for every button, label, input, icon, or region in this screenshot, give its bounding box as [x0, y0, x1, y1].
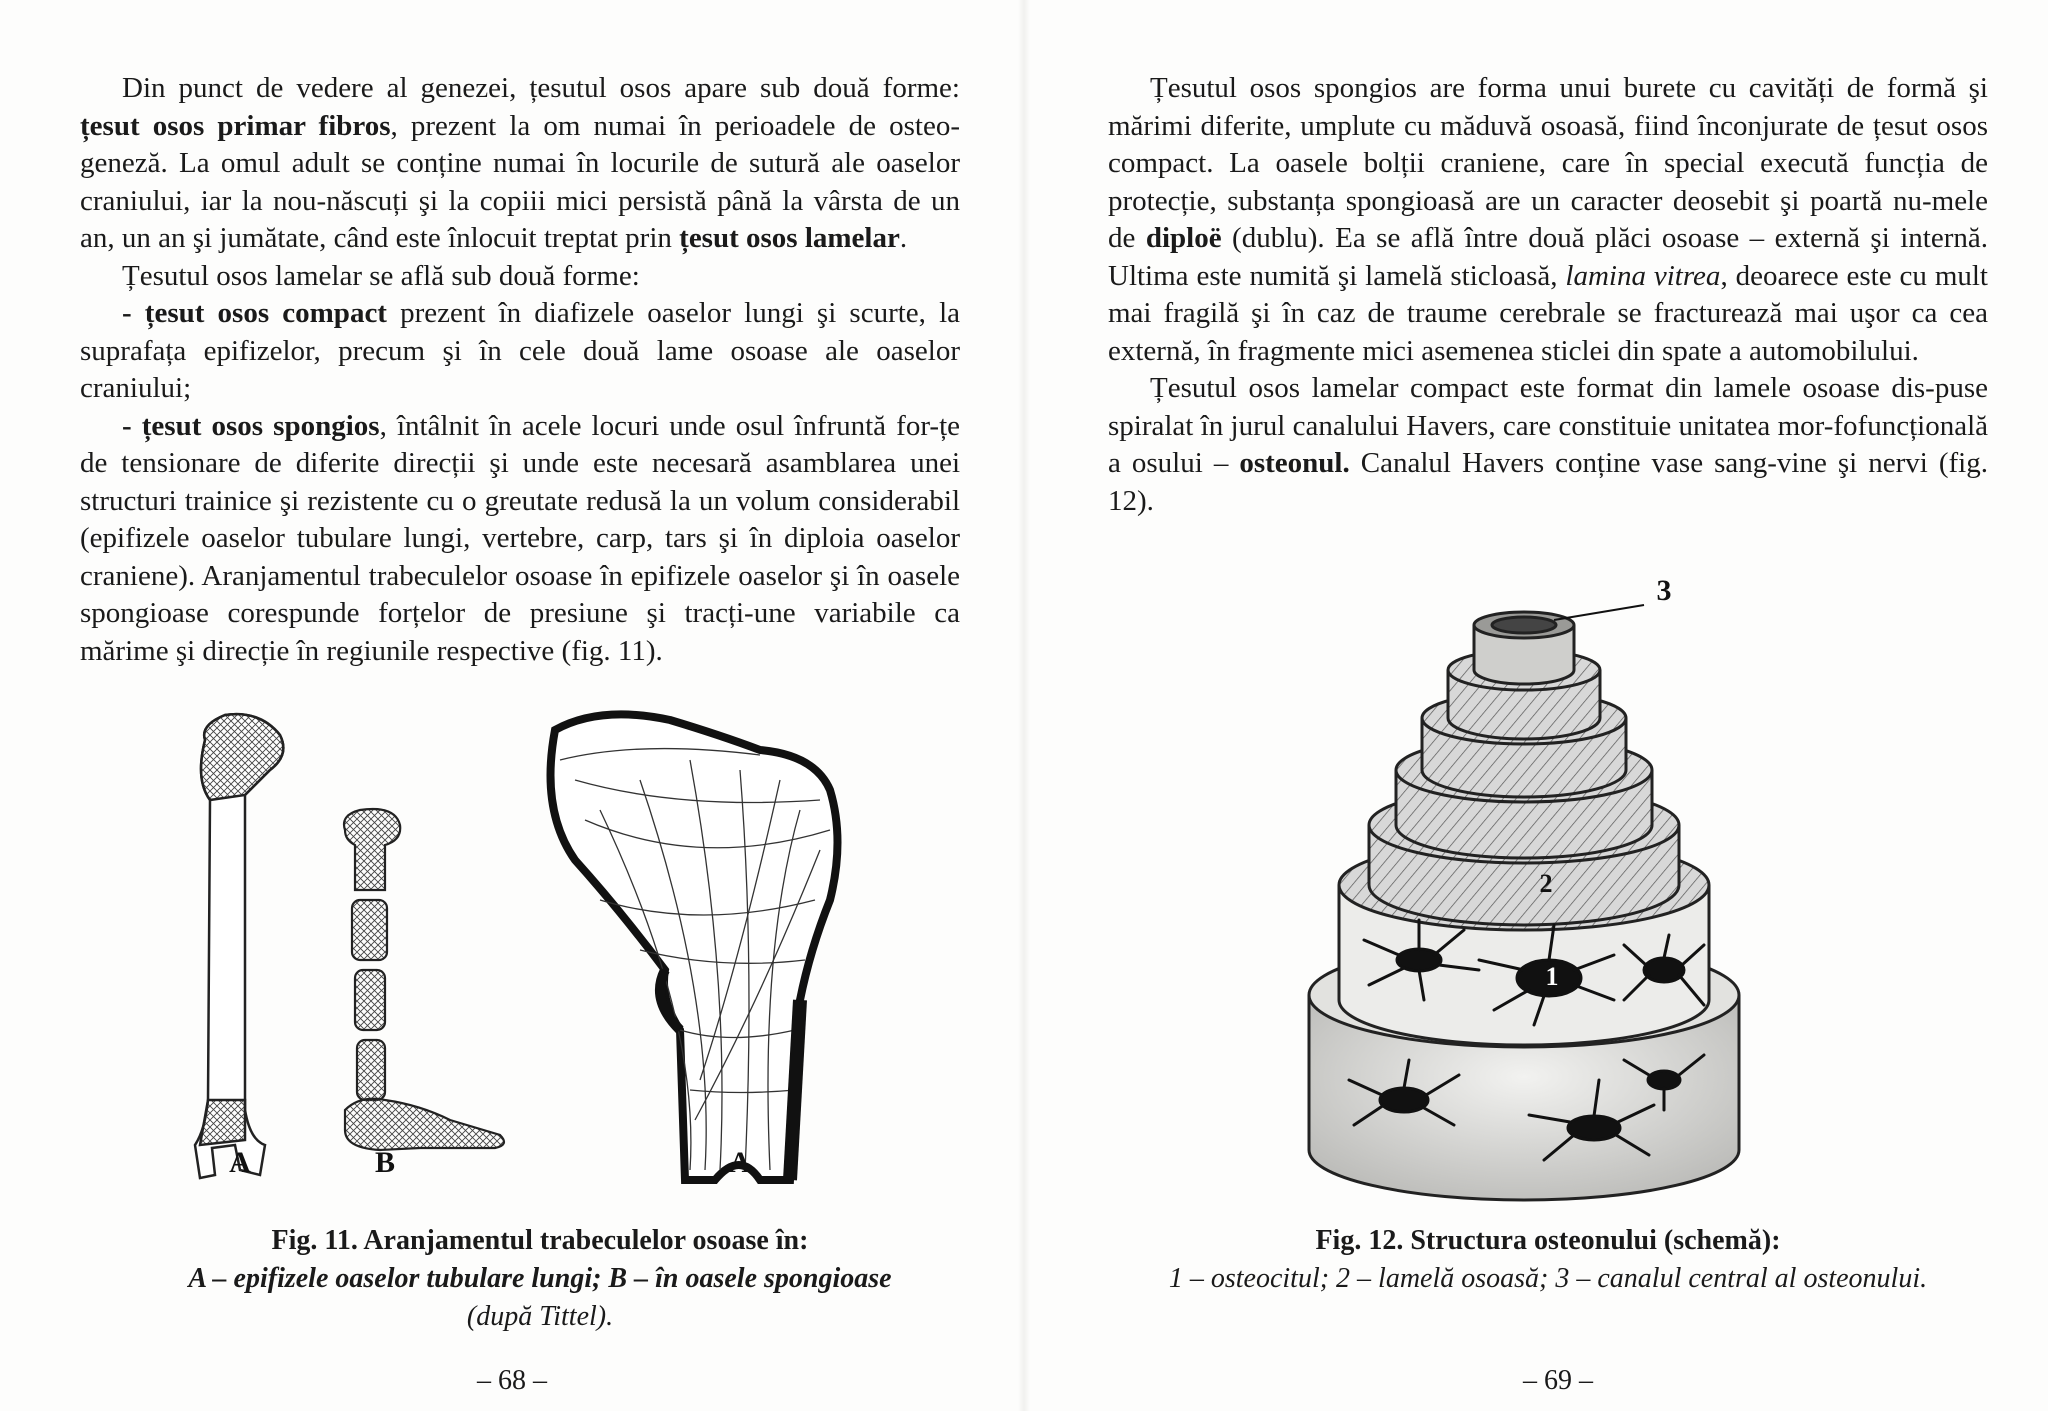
right-body-text: [1108, 70, 1988, 520]
fig11-label-a-section: A: [729, 1146, 751, 1179]
paragraph: Țesutul osos lamelar se află sub două forme:: [122, 259, 640, 292]
fig12-label-2: 2: [1539, 869, 1553, 898]
foot-bones-drawing: [344, 809, 504, 1150]
figure-11-caption: [100, 1222, 980, 1336]
fig11-label-b: B: [374, 1146, 396, 1179]
caption-title: Fig. 12. Structura osteonului (schemă):: [1315, 1225, 1781, 1256]
paragraph: - țesut osos compact prezent în diafizele oaselor lungi şi scurte, la suprafața epifizelor, precum şi în cele două lame osoase ale oaselor craniului;: [80, 297, 960, 404]
figure-12-illustration: [1024, 560, 2048, 1180]
left-body-text: [80, 70, 960, 670]
paragraph: Țesutul osos spongios are forma unui burete cu cavități de formă şi mărimi diferite, umplute cu măduvă osoasă, fiind înconjurate de țesut osos compact. La oasele bolții craniene, care în special execută funcția de protecție, substanța spongioasă are un caracter deosebit şi poartă nu-mele de diploë (dublu). Ea se află între două plăci osoase – externă şi internă. Ultima este numită şi lamelă sticloasă, lamina vitrea, deoarece este cu mult mai fragilă şi în caz de traume cerebrale se fracturează mai uşor ca cea externă, în fragmente mici asemenea sticlei din spate a automobilului.: [1108, 72, 1988, 367]
fig11-label-a: A: [229, 1146, 251, 1179]
paragraph: Țesutul osos lamelar compact este format din lamele osoase dis-puse spiralat în jurul canalului Havers, care constituie unitatea mor-fofuncțională a osului – osteonul. Canalul Havers conține vase sang-vine şi nervi (fig. 12).: [1108, 372, 1988, 517]
caption-line: (după Tittel).: [466, 1301, 614, 1332]
fig12-label-3: 3: [1656, 574, 1672, 607]
paragraph: - țesut osos spongios, întâlnit în acele locuri unde osul înfruntă for-țe de tensionare de diferite direcții şi unde este necesară asamblarea unei structuri trainice şi rezistente cu o greutate redusă la un volum considerabil (epifizele oaselor tubulare lungi, vertebre, carp, tars şi în diploia oaselor craniene). Aranjamentul trabeculelor osoase în epifizele oaselor şi în oasele spongioase corespunde forțelor de presiune şi tracți-une variabile ca mărime şi direcție în regiunile respective (fig. 11).: [80, 409, 960, 667]
femur-section-drawing: [551, 714, 838, 1180]
femur-drawing: [195, 714, 283, 1178]
caption-line: 1 – osteocitul; 2 – lamelă osoasă; 3 – canalul central al osteonului.: [1168, 1263, 1928, 1294]
figure-12-caption: [1108, 1222, 1988, 1298]
paragraph: Din punct de vedere al genezei, țesutul osos apare sub două forme: țesut osos primar fibros, prezent la om numai în perioadele de osteo-geneză. La omul adult se conține numai în locurile de sutură ale oaselor craniului, iar la nou-născuți şi la copiii mici persistă până la vârsta de un an, un an şi jumătate, când este înlocuit treptat prin țesut osos lamelar.: [80, 72, 960, 254]
fig12-label-1: 1: [1545, 962, 1559, 991]
figure-11-illustration: [0, 700, 1024, 1180]
leader-line: [1554, 605, 1644, 620]
page-number: – 68 –: [477, 1365, 547, 1396]
caption-line: A – epifizele oaselor tubulare lungi; B – în oasele spongioase: [188, 1263, 892, 1294]
page-number: – 69 –: [1523, 1365, 1593, 1396]
caption-title: Fig. 11. Aranjamentul trabeculelor osoase în:: [271, 1225, 809, 1256]
